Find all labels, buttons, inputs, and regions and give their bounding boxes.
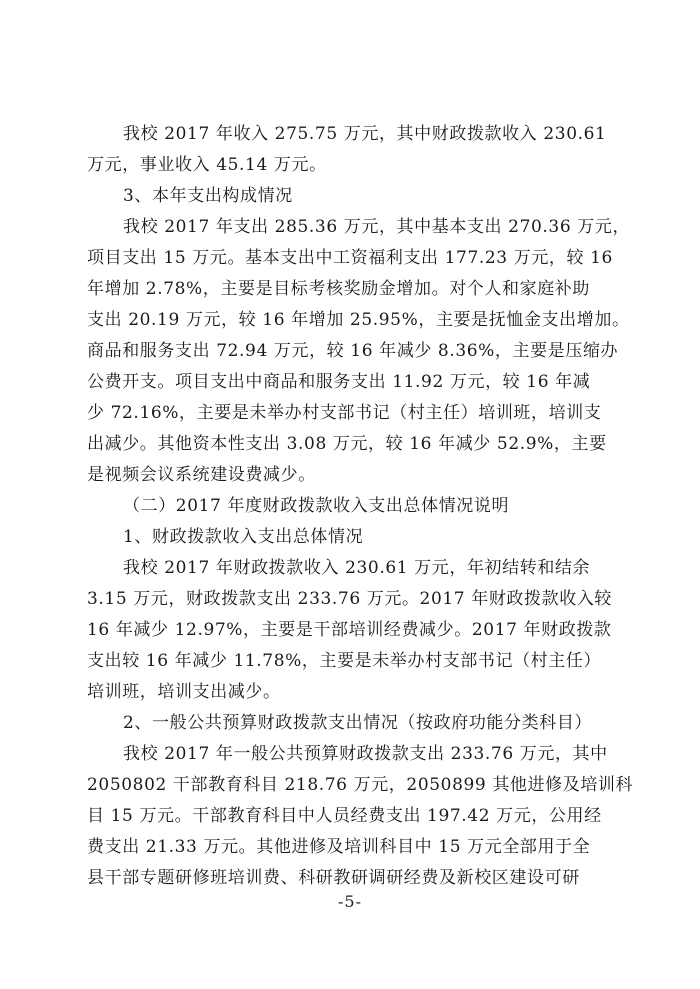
text-line: 支出 20.19 万元，较 16 年增加 25.95%，主要是抚恤金支出增加。	[87, 310, 630, 330]
section-heading: 3、本年支出构成情况	[123, 186, 293, 206]
text-line: 3.15 万元，财政拨款支出 233.76 万元。2017 年财政拨款收入较	[87, 589, 613, 609]
text-line: 我校 2017 年收入 275.75 万元，其中财政拨款收入 230.61	[123, 124, 607, 144]
text-line: 商品和服务支出 72.94 万元，较 16 年减少 8.36%，主要是压缩办	[87, 341, 619, 361]
text-line: 出减少。其他资本性支出 3.08 万元，较 16 年减少 52.9%，主要	[87, 434, 607, 454]
text-line: 目 15 万元。干部教育科目中人员经费支出 197.42 万元，公用经	[87, 806, 602, 826]
section-heading: （二）2017 年度财政拨款收入支出总体情况说明	[123, 496, 510, 516]
text-line: 是视频会议系统建设费减少。	[87, 465, 316, 485]
text-line: 2050802 干部教育科目 218.76 万元，2050899 其他进修及培训科	[87, 775, 634, 795]
text-line: 我校 2017 年财政拨款收入 230.61 万元，年初结转和结余	[123, 558, 591, 578]
section-heading: 2、一般公共预算财政拨款支出情况（按政府功能分类科目）	[123, 713, 593, 733]
text-line: 县干部专题研修班培训费、科研教研调研经费及新校区建设可研	[87, 868, 580, 888]
text-line: 费支出 21.33 万元。其他进修及培训科目中 15 万元全部用于全	[87, 837, 591, 857]
page-number: -5-	[338, 892, 362, 911]
text-line: 16 年减少 12.97%，主要是干部培训经费减少。2017 年财政拨款	[87, 620, 612, 640]
text-line: 支出较 16 年减少 11.78%，主要是未举办村支部书记（村主任）	[87, 651, 602, 671]
text-line: 万元，事业收入 45.14 万元。	[87, 155, 327, 175]
text-line: 少 72.16%，主要是未举办村支部书记（村主任）培训班，培训支	[87, 403, 602, 423]
section-heading: 1、财政拨款收入支出总体情况	[123, 527, 364, 547]
text-line: 项目支出 15 万元。基本支出中工资福利支出 177.23 万元，较 16	[87, 248, 613, 268]
text-line: 培训班，培训支出减少。	[87, 682, 281, 702]
text-line: 年增加 2.78%，主要是目标考核奖励金增加。对个人和家庭补助	[87, 279, 591, 299]
body-text	[87, 119, 634, 894]
text-line: 我校 2017 年一般公共预算财政拨款支出 233.76 万元，其中	[123, 744, 608, 764]
text-line: 公费开支。项目支出中商品和服务支出 11.92 万元，较 16 年减	[87, 372, 591, 392]
text-line: 我校 2017 年支出 285.36 万元，其中基本支出 270.36 万元，	[123, 217, 631, 237]
